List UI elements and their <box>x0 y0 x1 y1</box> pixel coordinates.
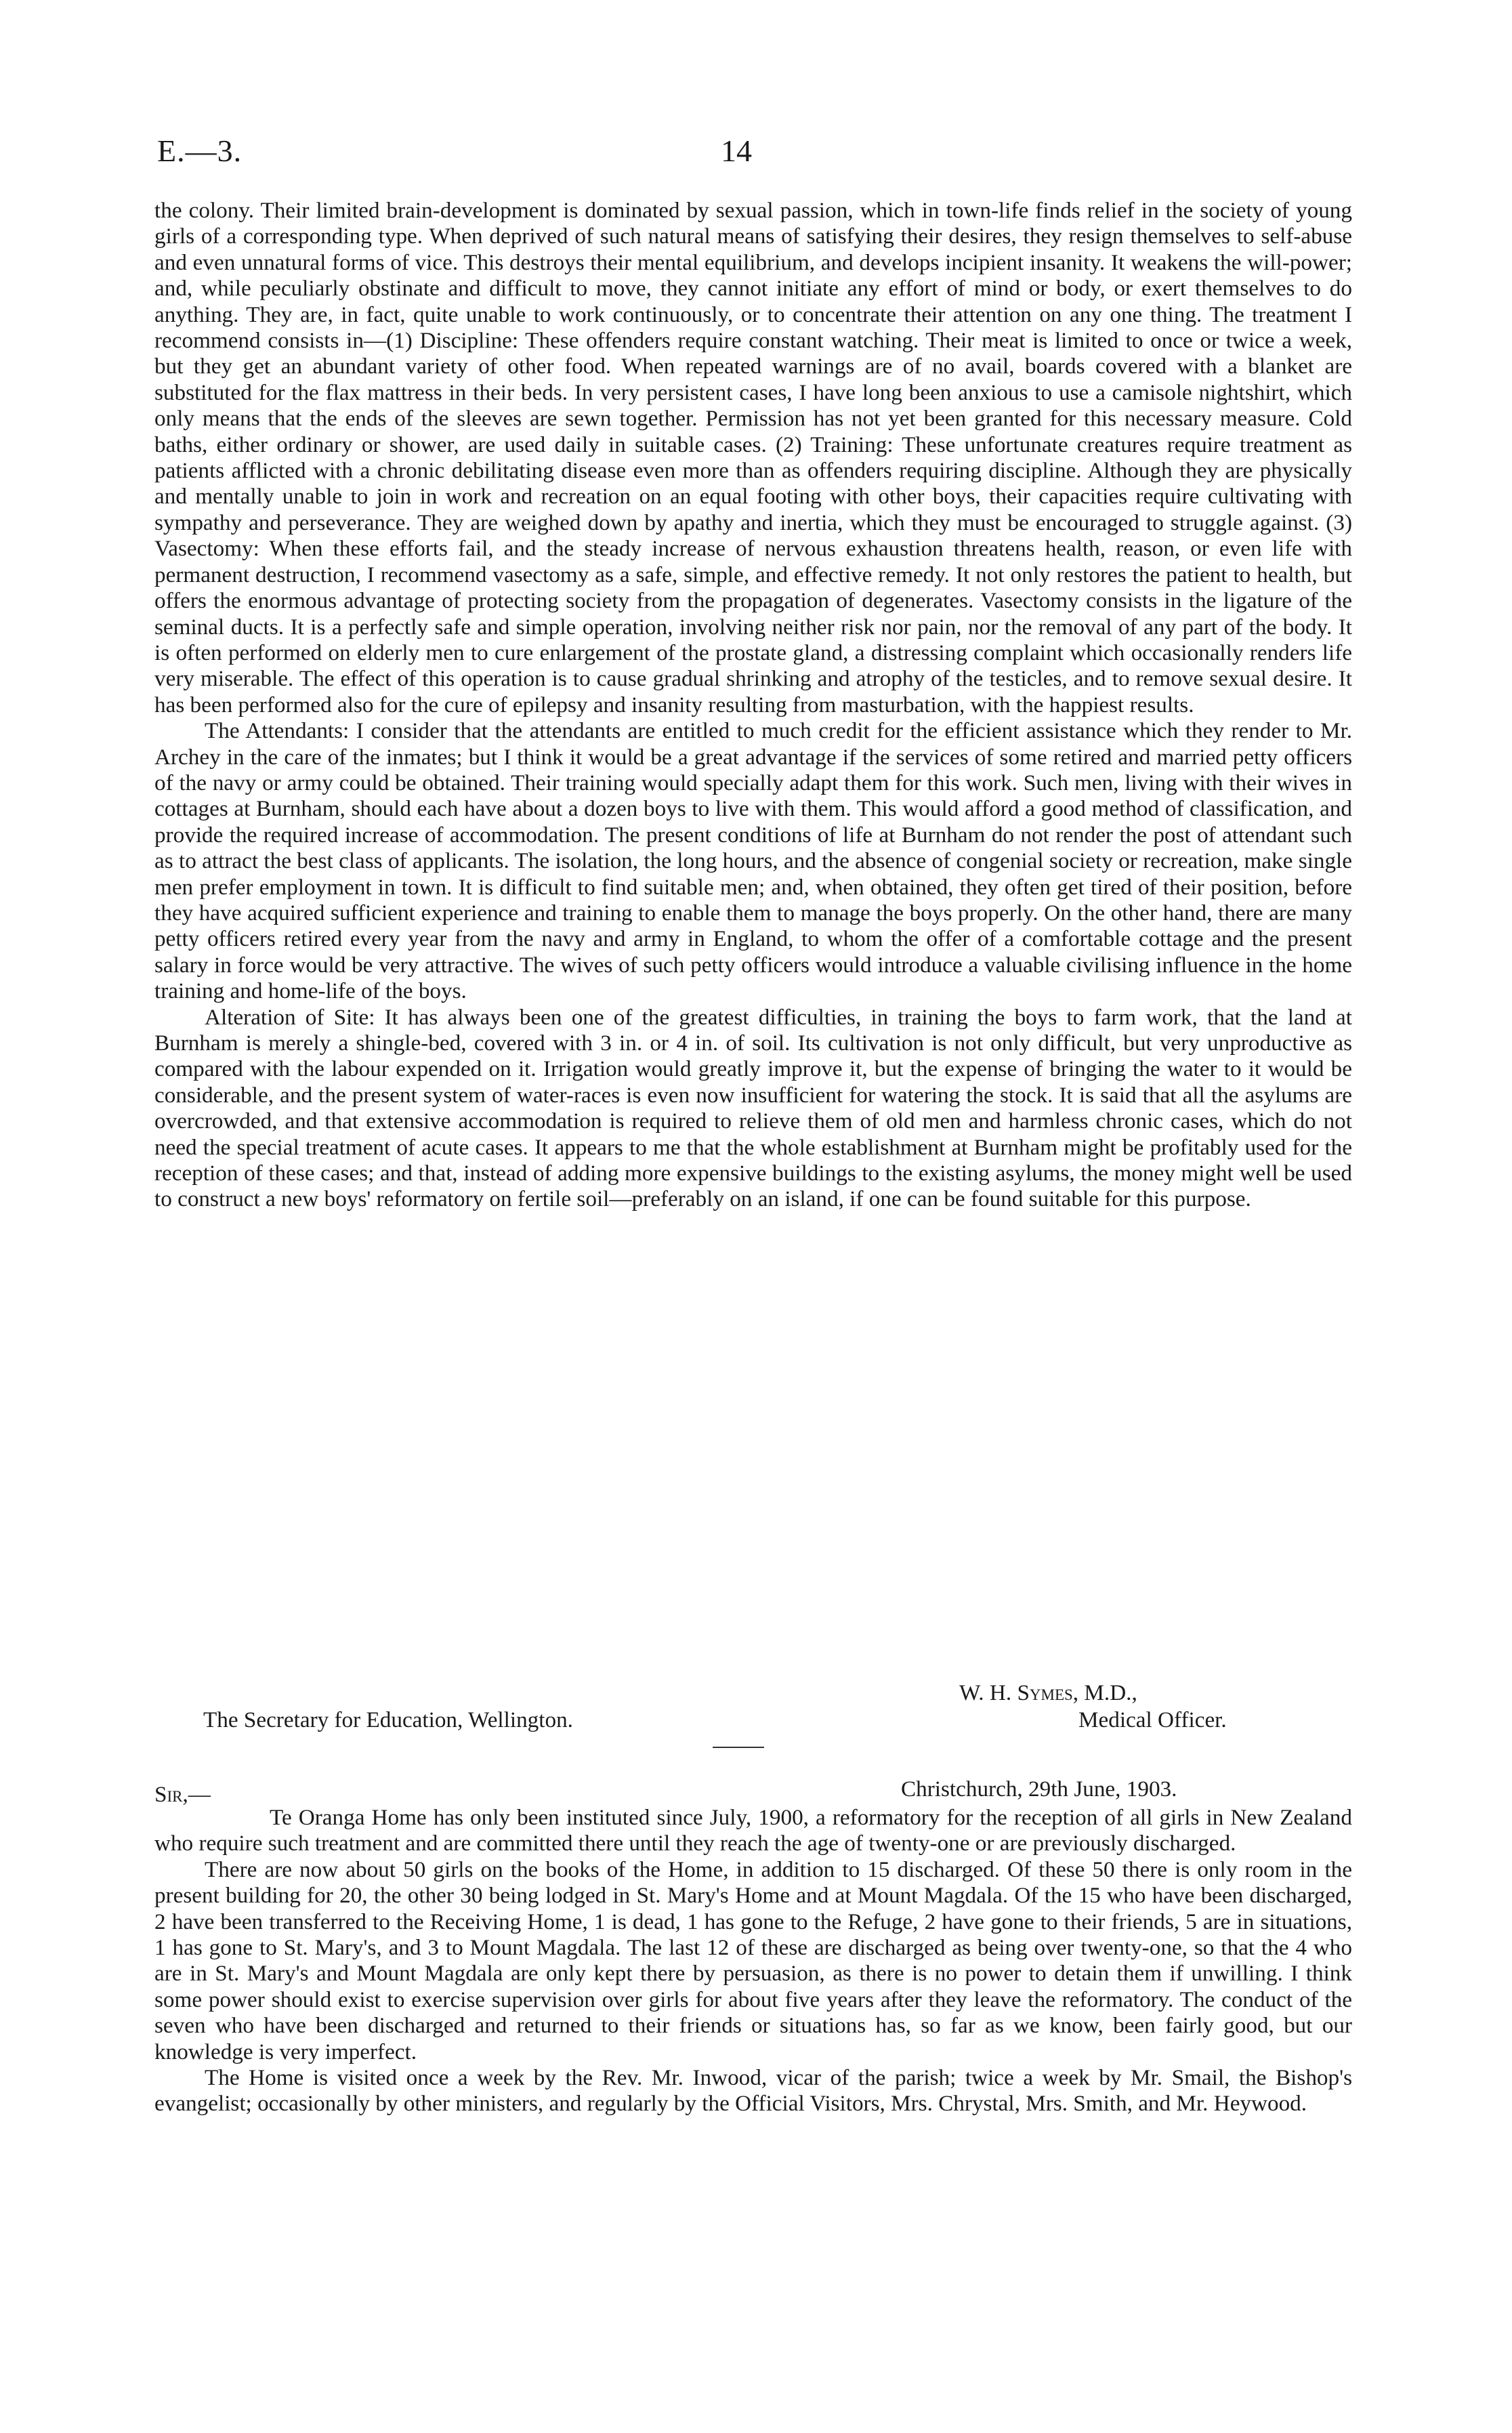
section-divider <box>713 1747 764 1748</box>
report-paragraph-attendants: The Attendants: I consider that the attendants are entitled to much credit for the efficient assistance which they render to Mr. Archey in the care of the inmates; but I think it would be a great advantage if the services of some retired and married petty officers of the navy or army could be obtained. Their training would specially adapt them for this work. Such men, living with their wives in cottages at Burnham, should each have about a dozen boys to live with them. This would afford a good method of classification, and provide the required increase of accommodation. The present conditions of life at Burnham do not render the post of attendant such as to attract the best class of applicants. The isolation, the long hours, and the absence of congenial society or recreation, make single men prefer employment in town. It is difficult to find suitable men; and, when obtained, they often get tired of their position, before they have acquired sufficient experience and training to enable them to manage the boys properly. On the other hand, there are many petty officers retired every year from the navy and army in England, to whom the offer of a comfortable cottage and the present salary in force would be very attractive. The wives of such petty officers would introduce a valuable civilising influence in the home training and home-life of the boys. <box>154 718 1352 1004</box>
letter-paragraph-intro: Te Oranga Home has only been instituted since July, 1900, a reformatory for the reception of all girls in New Zealand who require such treatment and are committed there until they reach the age of twenty-one or are previously discharged. <box>154 1805 1352 1856</box>
report-paragraph-alteration-of-site: Alteration of Site: It has always been one of the greatest difficulties, in training the boys to farm work, that the land at Burnham is merely a shingle-bed, covered with 3 in. or 4 in. of soil. Its cultivation is not only difficult, but very unproductive as compared with the labour expended on it. Irrigation would greatly improve it, but the expense of bringing the water to it would be considerable, and the present system of water-races is even now insufficient for watering the stock. It is said that all the asylums are overcrowded, and that extensive accommodation is required to relieve them of old men and harmless chronic cases, which do not need the special treatment of acute cases. It appears to me that the whole establishment at Burnham might be profitably used for the reception of these cases; and that, instead of adding more expensive buildings to the existing asylums, the money might well be used to construct a new boys' reformatory on fertile soil—preferably on an island, if one can be found suitable for this purpose. <box>154 1004 1352 1212</box>
report-paragraph-continuation: the colony. Their limited brain-development is dominated by sexual passion, which in town-life finds relief in the society of young girls of a corresponding type. When deprived of such natural means of satisfying their desires, they resign themselves to self-abuse and even unnatural forms of vice. This destroys their mental equilibrium, and develops incipient insanity. It weakens the will-power; and, while peculiarly obstinate and difficult to move, they cannot initiate any effort of mind or body, or exert themselves to do anything. They are, in fact, quite unable to work continuously, or to concentrate their attention on any one thing. The treatment I recommend consists in—(1) Discipline: These offenders require constant watching. Their meat is limited to once or twice a week, but they get an abundant variety of other food. When repeated warnings are of no avail, boards covered with a blanket are substituted for the flax mattress in their beds. In very persistent cases, I have long been anxious to use a camisole nightshirt, which only means that the ends of the sleeves are sewn together. Permission has not yet been granted for this necessary measure. Cold baths, either ordinary or shower, are used daily in suitable cases. (2) Training: These unfortunate creatures require treatment as patients afflicted with a chronic debilitating disease even more than as offenders requiring discipline. Although they are physically and mentally unable to join in work and recreation on an equal footing with other boys, their capacities require cultivating with sympathy and perseverance. They are weighed down by apathy and inertia, which they must be encouraged to struggle against. (3) Vasectomy: When these efforts fail, and the steady increase of nervous exhaustion threatens health, reason, or even life with permanent destruction, I recommend vasectomy as a safe, simple, and effective remedy. It not only restores the patient to health, but offers the enormous advantage of protecting society from the propagation of degenerates. Vasectomy consists in the ligature of the seminal ducts. It is a perfectly safe and simple operation, involving neither risk nor pain, nor the removal of any part of the body. It is often performed on elderly men to cure enlargement of the prostate gland, a distressing complaint which occasionally renders life very miserable. The effect of this operation is to cause gradual shrinking and atrophy of the testicles, and to remove sexual desire. It has been performed also for the cure of epilepsy and insanity resulting from masturbation, with the happiest results. <box>154 198 1352 718</box>
page-reference: E.—3. <box>157 133 243 168</box>
letter-paragraph-girls: There are now about 50 girls on the books of the Home, in addition to 15 discharged. Of these 50 there is only room in the present building for 20, the other 30 being lodged in St. Mary's Home and at Mount Magdala. Of the 15 who have been discharged, 2 have been transferred to the Receiving Home, 1 is dead, 1 has gone to the Refuge, 2 have gone to their friends, 5 are in situations, 1 has gone to St. Mary's, and 3 to Mount Magdala. The last 12 of these are discharged as being over twenty-one, so that the 4 who are in St. Mary's and Mount Magdala are only kept there by persuasion, as there is no power to detain them if unwilling. I think some power should exist to exercise supervision over girls for about five years after they leave the reformatory. The conduct of the seven who have been discharged and returned to their friends or situations has, so far as we know, been fairly good, but our knowledge is very imperfect. <box>154 1856 1352 2064</box>
signatory-name <box>959 1680 1137 1706</box>
signatory-degree: , M.D., <box>1072 1680 1137 1705</box>
report-body <box>154 198 1352 1213</box>
letter-paragraph-visits: The Home is visited once a week by the Rev. Mr. Inwood, vicar of the parish; twice a week by Mr. Smail, the Bishop's evangelist; occasionally by other ministers, and regularly by the Official Visitors, Mrs. Chrystal, Mrs. Smith, and Mr. Heywood. <box>154 2065 1352 2117</box>
salutation: Sir,— <box>154 1782 211 1807</box>
place-and-date: Christchurch, 29th June, 1903. <box>901 1776 1177 1802</box>
signatory-title: Medical Officer. <box>1078 1707 1227 1732</box>
page-number: 14 <box>721 133 752 168</box>
signatory-initials: W. H. <box>959 1680 1012 1705</box>
letter-body <box>154 1805 1352 2117</box>
signatory-surname: Symes <box>1017 1680 1073 1705</box>
addressee: The Secretary for Education, Wellington. <box>203 1707 573 1732</box>
